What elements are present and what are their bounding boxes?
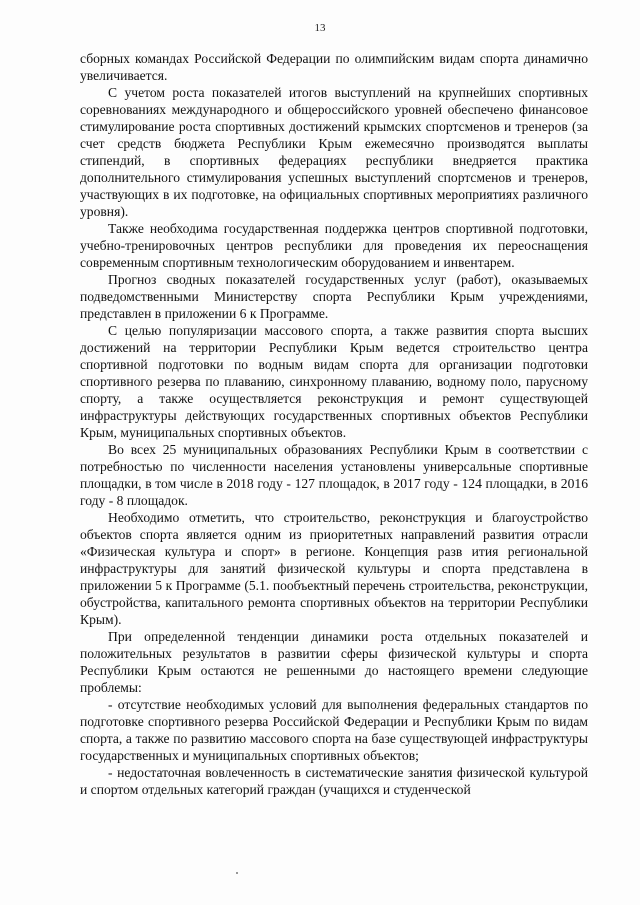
scan-speck	[236, 872, 238, 874]
list-item: - недостаточная вовлеченность в систематические занятия физической культурой и спортом отдельных категорий граждан (учащихся и студенческой	[80, 765, 588, 797]
page-number: 13	[314, 22, 326, 34]
list-item: - отсутствие необходимых условий для выполнения федеральных стандартов по подготовке спортивного резерва Российской Федерации и Республики Крым по видам спорта, а также по развитию массового спорта на базе существующей инфраструктуры государственных и муниципальных спортивных объектов;	[80, 697, 588, 763]
paragraph: Во всех 25 муниципальных образованиях Республики Крым в соответствии с потребностью по численности населения установлены универсальные спортивные площадки, в том числе в 2018 году - 127 площадок, в 2017 году - 124 площадки, в 2016 году - 8 площадок.	[80, 442, 588, 508]
paragraph: Необходимо отметить, что строительство, реконструкция и благоустройство объектов спорта является одним из приоритетных направлений развития отрасли «Физическая культура и спорт» в регионе. Концепция разв ития региональной инфраструктуры для занятий физической культуры и спорта представлена в приложении 5 к Программе (5.1. пообъектный перечень строительства, реконструкции, обустройства, капитального ремонта спортивных объектов на территории Республики Крым).	[80, 510, 588, 627]
paragraph: С учетом роста показателей итогов выступлений на крупнейших спортивных соревнованиях международного и общероссийского уровней обеспечено финансовое стимулирование роста спортивных достижений крымских спортсменов и тренеров (за счет средств бюджета Республики Крым ежемесячно производятся выплаты стипендий, в спортивных федерациях республики внедряется практика дополнительного стимулирования успешных выступлений спортсменов и тренеров, участвующих в их подготовке, на официальных спортивных мероприятиях различного уровня).	[80, 85, 588, 219]
body-text	[80, 50, 588, 798]
paragraph: сборных командах Российской Федерации по олимпийским видам спорта динамично увеличивается.	[80, 51, 588, 83]
paragraph: Прогноз сводных показателей государственных услуг (работ), оказываемых подведомственными Министерству спорта Республики Крым учреждениями, представлен в приложении 6 к Программе.	[80, 272, 588, 321]
paragraph: Также необходима государственная поддержка центров спортивной подготовки, учебно-тренировочных центров республики для проведения их переоснащения современным спортивным технологическим оборудованием и инвентарем.	[80, 221, 588, 270]
paragraph: При определенной тенденции динамики роста отдельных показателей и положительных результатов в развитии сферы физической культуры и спорта Республики Крым остаются не решенными до настоящего времени следующие проблемы:	[80, 629, 588, 695]
paragraph: С целью популяризации массового спорта, а также развития спорта высших достижений на территории Республики Крым ведется строительство центра спортивной подготовки по водным видам спорта для организации подготовки спортивного резерва по плаванию, синхронному плаванию, водному поло, парусному спорту, а также осуществляется реконструкция и ремонт существующей инфраструктуры действующих государственных спортивных объектов Республики Крым, муниципальных спортивных объектов.	[80, 323, 588, 440]
